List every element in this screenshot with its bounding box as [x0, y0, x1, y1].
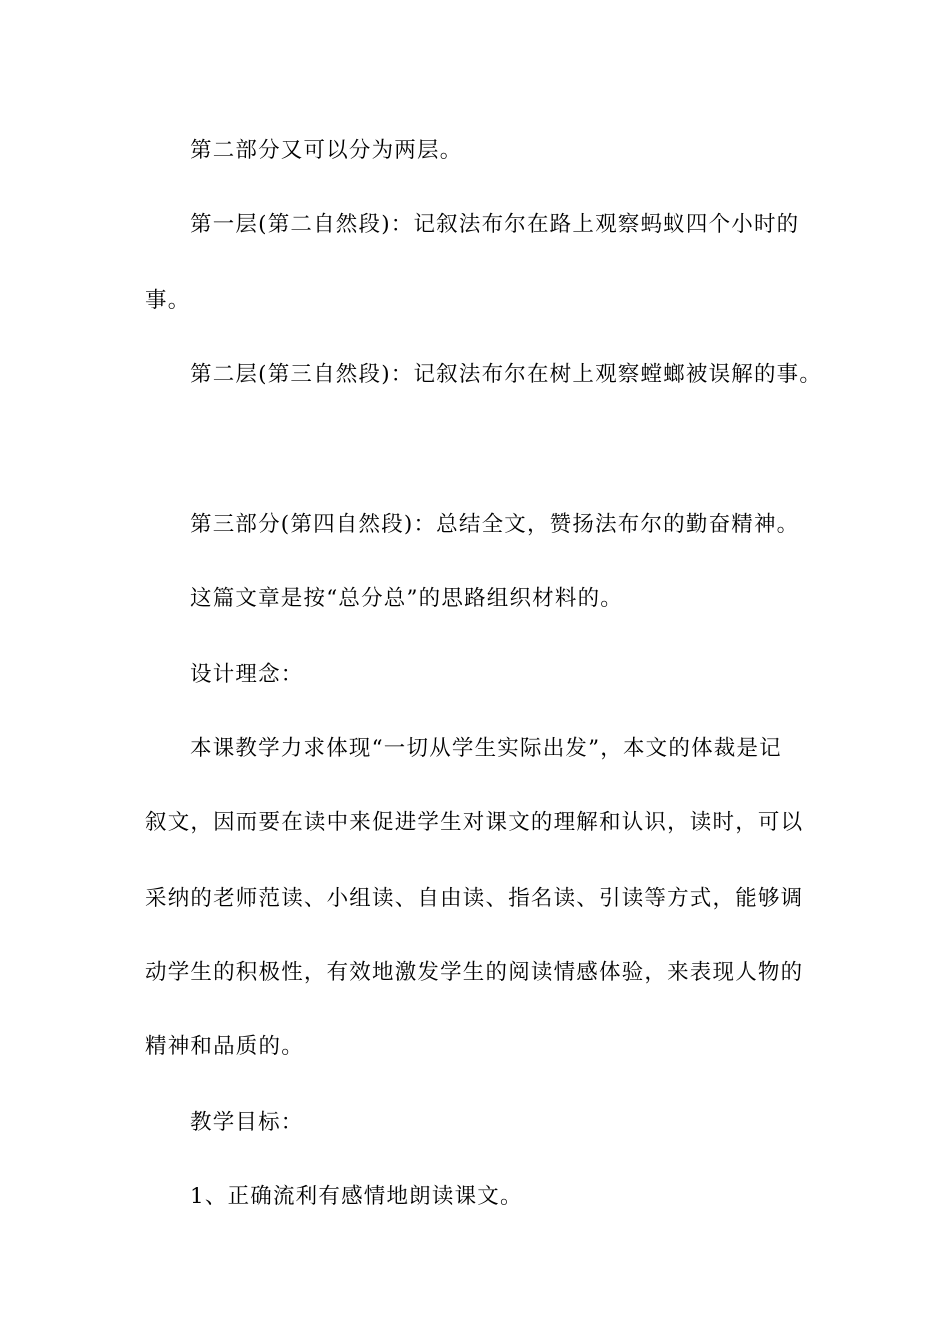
- paragraph-line: 精神和品质的。: [145, 1034, 304, 1059]
- paragraph-line: 事。: [145, 288, 191, 313]
- paragraph-line: 采纳的老师范读、小组读、自由读、指名读、引读等方式，能够调: [145, 886, 804, 911]
- paragraph-line: 第二层(第三自然段)：记叙法布尔在树上观察螳螂被误解的事。: [190, 362, 823, 387]
- paragraph-line: 叙文，因而要在读中来促进学生对课文的理解和认识，读时，可以: [145, 810, 804, 835]
- paragraph-line: 本课教学力求体现“一切从学生实际出发”，本文的体裁是记: [190, 736, 782, 761]
- section-heading: 设计理念：: [190, 662, 304, 687]
- paragraph-line: 第一层(第二自然段)：记叙法布尔在路上观察蚂蚁四个小时的: [190, 212, 800, 237]
- paragraph-line: 这篇文章是按“总分总”的思路组织材料的。: [190, 586, 623, 611]
- paragraph-line: 第二部分又可以分为两层。: [190, 138, 463, 163]
- list-item: 1、正确流利有感情地朗读课文。: [190, 1184, 523, 1209]
- section-heading: 教学目标：: [190, 1110, 304, 1135]
- paragraph-line: 第三部分(第四自然段)：总结全文，赞扬法布尔的勤奋精神。: [190, 512, 800, 537]
- paragraph-line: 动学生的积极性，有效地激发学生的阅读情感体验，来表现人物的: [145, 960, 804, 985]
